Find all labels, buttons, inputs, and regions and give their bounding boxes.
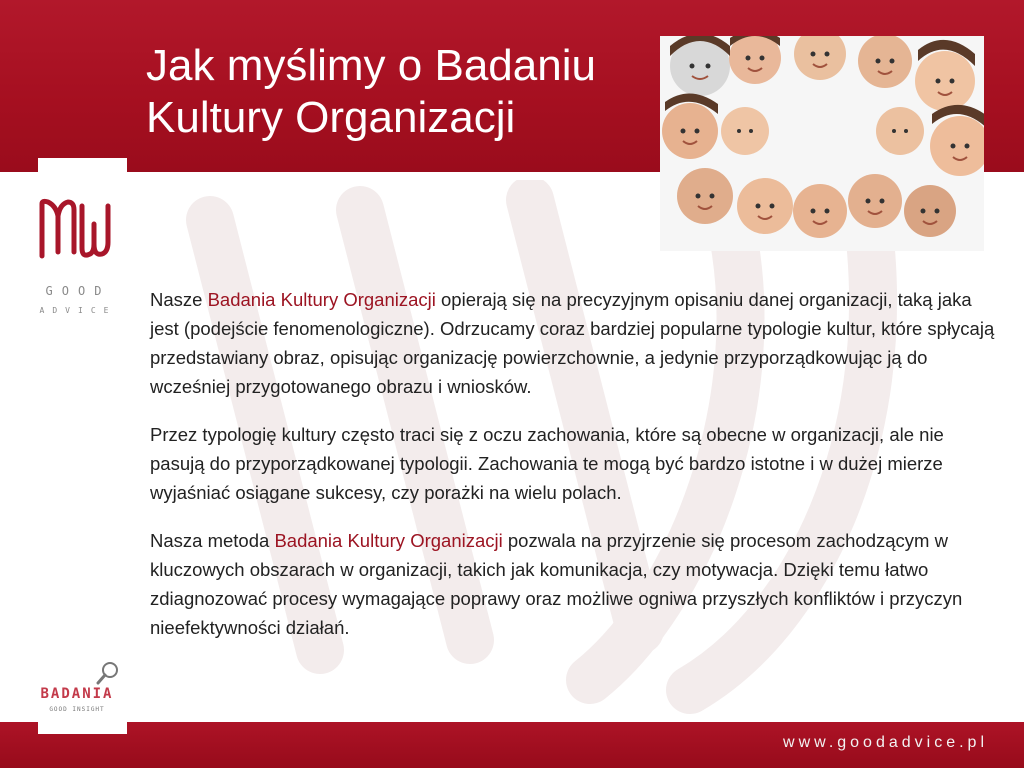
title-line-1: Jak myślimy o Badaniu xyxy=(146,41,596,90)
paragraph-3-end: pozwala na przyjrzenie się procesom zachodzącym w kluczowych obszarach w organizacji, takich jak komunikacja, czy motywacja. Dzięki temu łatwo zdiagnozować procesy wymagające poprawy oraz możliwe ogniwa przyszłych konfliktów i przyczyn nieefektywności działań. xyxy=(150,530,963,638)
magnifier-icon xyxy=(96,660,122,686)
paragraph-1-start: Nasze xyxy=(150,289,208,310)
good-advice-logo xyxy=(38,284,118,318)
paragraph-1 xyxy=(150,285,995,401)
paragraph-2: Przez typologię kultury często traci się z oczu zachowania, które są obecne w organizacji, ale nie pasują do przyporządkowanej typologii. Zachowania te mogą być bardzo istotne i w dużej mierze wyjaśniać osiągane sukcesy, czy porażki na wielu polach. xyxy=(150,424,944,503)
brand-good-insight: GOOD INSIGHT xyxy=(49,706,105,713)
mw-logo-icon xyxy=(38,196,114,266)
slide-body xyxy=(150,285,995,661)
paragraph-3-start: Nasza metoda xyxy=(150,530,275,551)
slide-title xyxy=(146,40,666,144)
people-circle-image xyxy=(660,36,984,251)
paragraph-3-highlight: Badania Kultury Organizacji xyxy=(274,530,503,551)
title-line-2: Kultury Organizacji xyxy=(146,93,516,142)
paragraph-1-end: opierają się na precyzyjnym opisaniu danej organizacji, taką jaka jest (podejście fenomenologiczne). Odrzucamy coraz bardziej popularne typologie kultur, które spłycają przedstawiany obraz, opisując organizację powierzchownie, a jedynie przyporządkowując ją do wcześniej przygotowanego obrazu i wniosków. xyxy=(150,289,995,397)
paragraph-1-highlight: Badania Kultury Organizacji xyxy=(207,289,436,310)
brand-badania: BADANIA xyxy=(40,686,114,702)
paragraph-3 xyxy=(150,526,995,642)
badania-logo xyxy=(34,658,120,720)
brand-advice: ADVICE xyxy=(39,306,117,315)
group-photo xyxy=(660,36,984,251)
brand-good: GOOD xyxy=(45,284,111,298)
website-link[interactable]: www.goodadvice.pl xyxy=(783,734,988,751)
